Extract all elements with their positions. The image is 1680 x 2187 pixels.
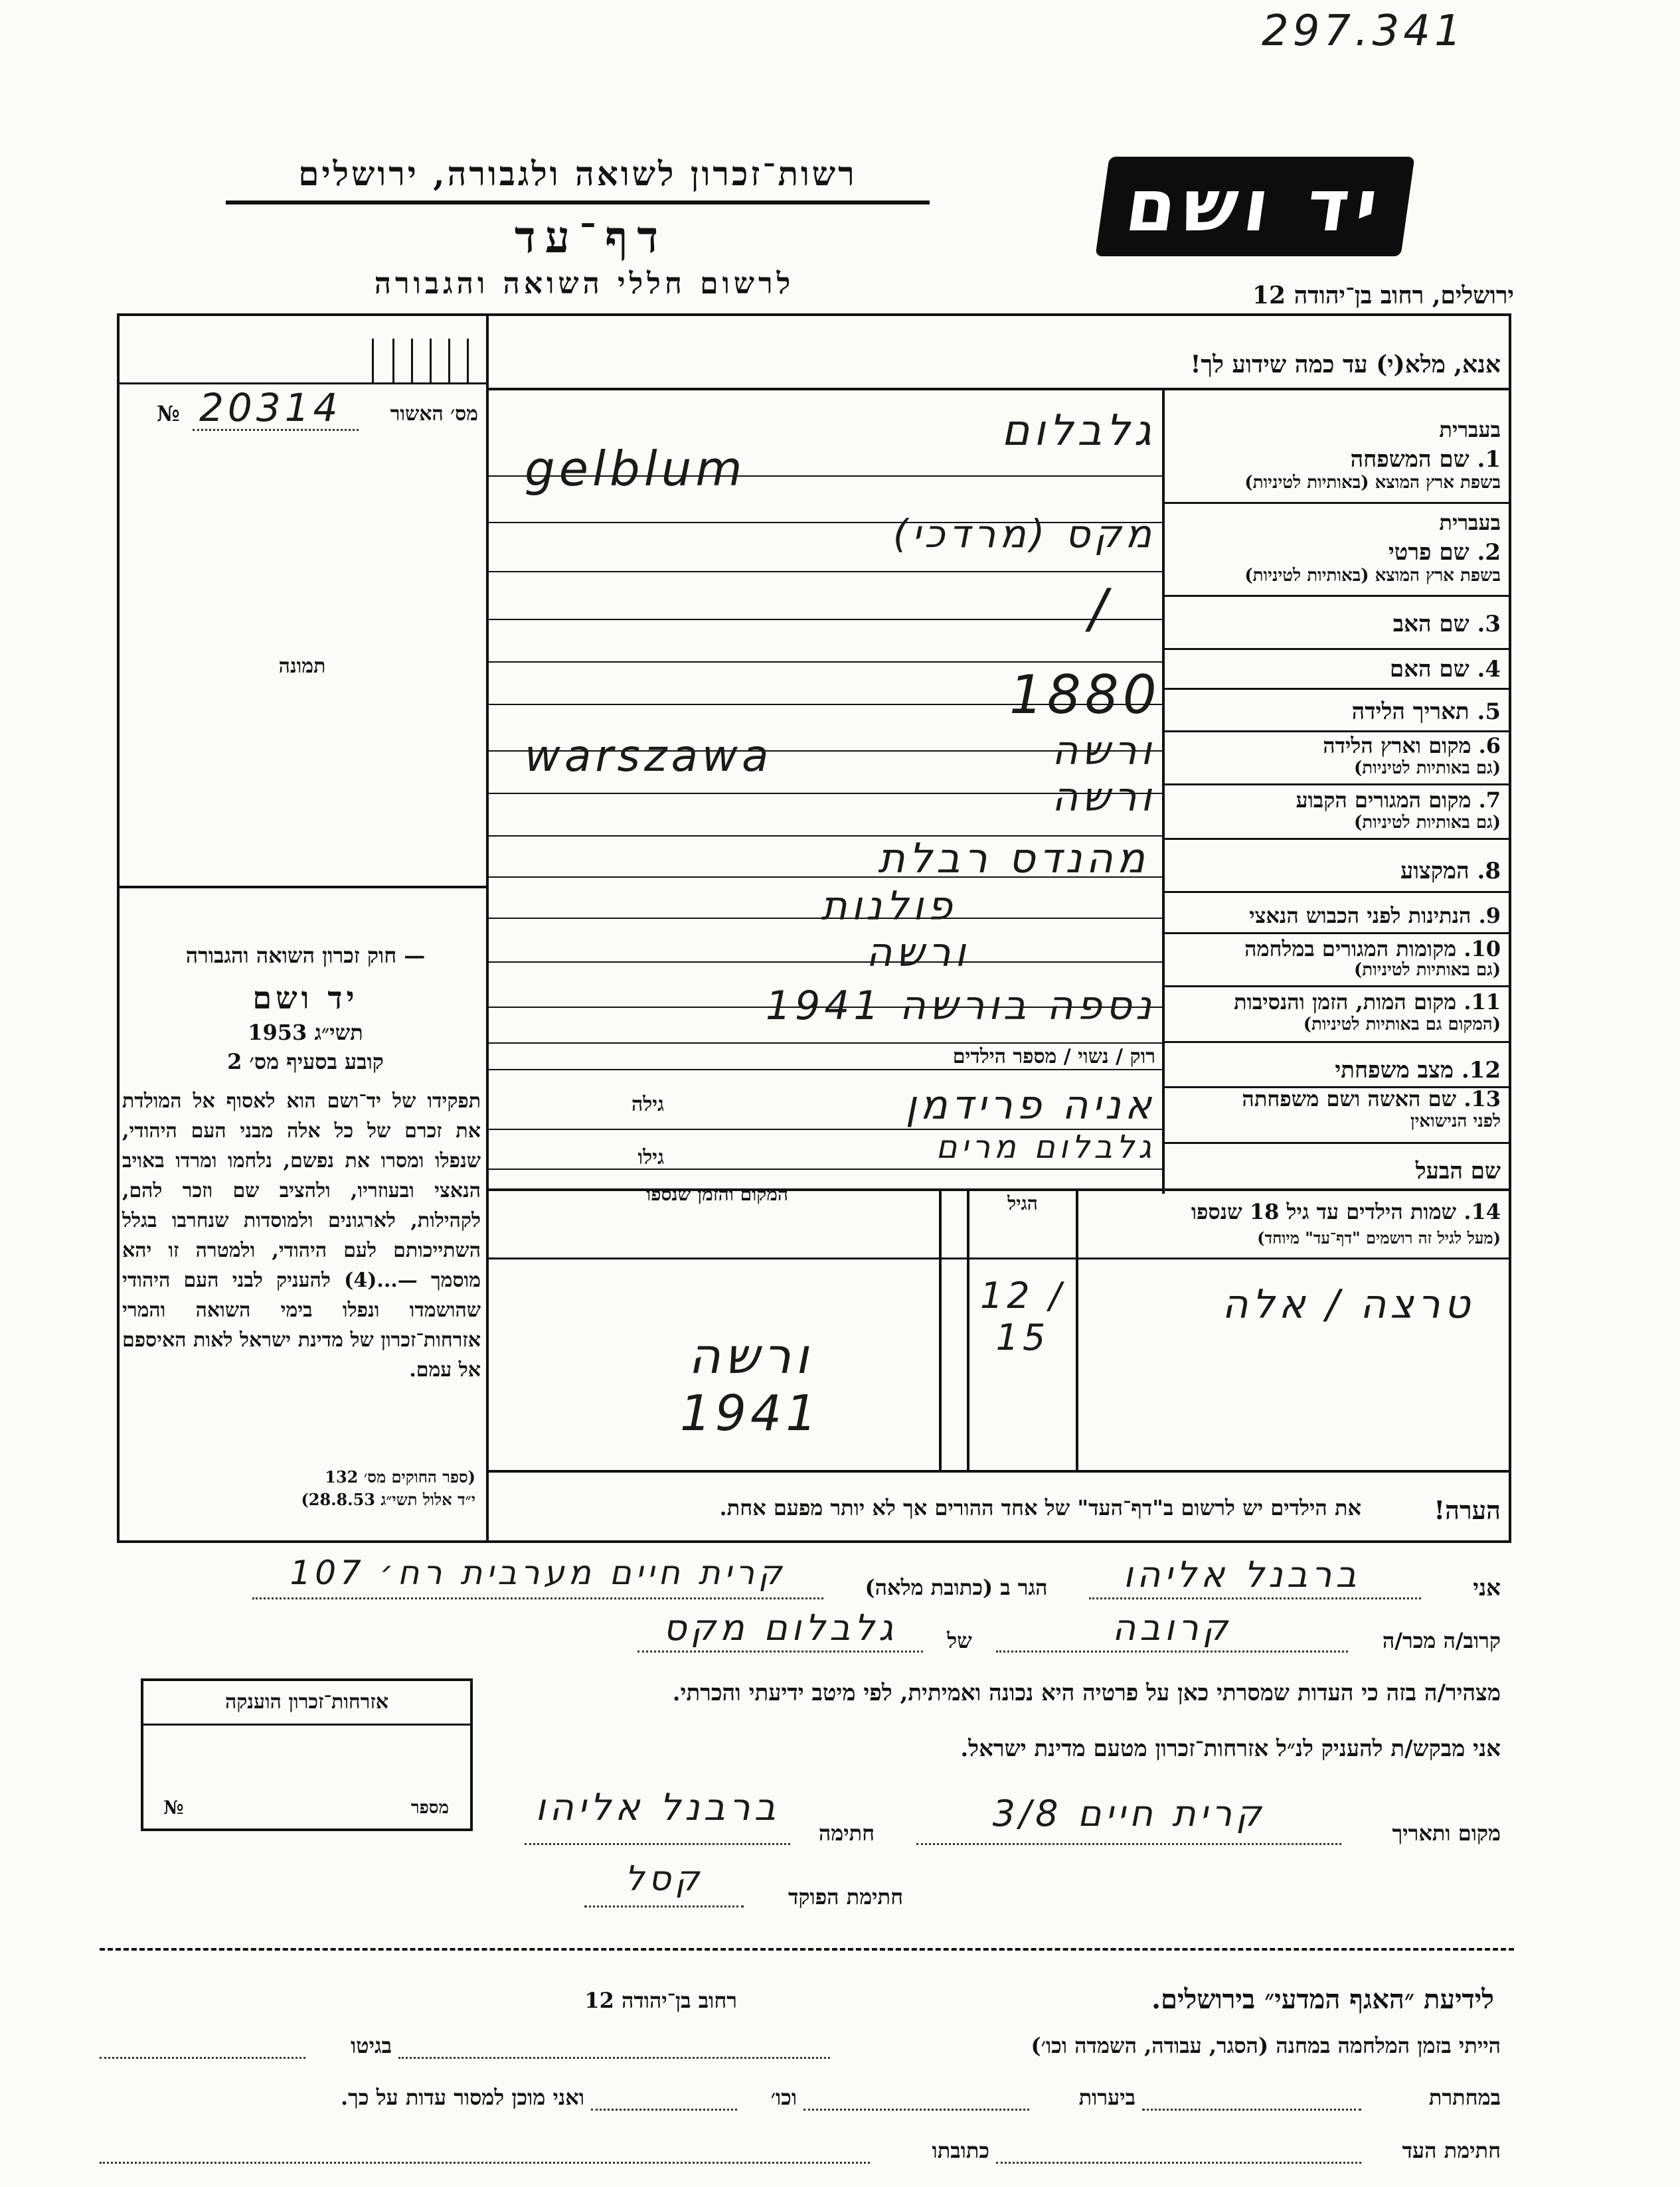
form-title: דף־עד (514, 211, 668, 263)
marital-options: רוק / נשוי / מספר הילדים (952, 1045, 1155, 1068)
witness-address-value: קרית חיים מערבית רח׳ 107 (290, 1554, 786, 1592)
children-label: 14. שמות הילדים עד גיל 18 שנספו (1191, 1199, 1501, 1224)
place-date-label: מקום ותאריך (1392, 1821, 1501, 1846)
bottom-title: לידיעת ״האגף המדעי״ בירושלים. (1151, 1984, 1494, 2015)
yad-vashem-logo (1095, 157, 1414, 256)
decl-ani-label: אני (1473, 1575, 1501, 1601)
law-org: יד ושם (252, 980, 359, 1016)
note-top-rule (487, 1470, 1511, 1473)
record-top-rule (117, 382, 487, 384)
field-wartime-residence-sub: (גם באותיות לטיניות) (1353, 960, 1501, 980)
photo-label: תמונה (278, 655, 326, 678)
field-mother-label: 4. שם האם (1389, 656, 1501, 683)
husband-value: גלבלום מרים (936, 1129, 1155, 1166)
field-firstname-sub: בשפת ארץ המוצא (באותיות לטיניות) (1244, 566, 1501, 586)
bottom-ghetto-label: בגיטו (351, 2033, 392, 2058)
residence-value: ורשה (1052, 774, 1155, 821)
wife-value: אניה פרידמן (905, 1082, 1155, 1129)
field-father-label: 3. שם האב (1392, 611, 1501, 637)
photo-bottom-rule (117, 886, 487, 888)
field-surname-sub: בשפת ארץ המוצא (באותיות לטיניות) (1244, 473, 1501, 493)
witness-name-value: ברבנל אליהו (1123, 1554, 1361, 1595)
decl-address-label: הגר ב (כתובת מלאה) (865, 1575, 1048, 1600)
field-wife-sub: לפני הנישואין (1410, 1111, 1501, 1131)
law-clause: קובע בסעיף מס׳ 2 (227, 1049, 384, 1074)
citizenship-value: פולנות (821, 883, 956, 930)
place-date-value: קרית חיים 3/8 (992, 1793, 1266, 1834)
cut-line (100, 1948, 1514, 1951)
field-firstname-label: 2. שם פרטי (1388, 539, 1501, 566)
deceased-name-value: גלבלום מקס (663, 1607, 898, 1649)
form-subtitle: לרשום חללי השואה והגבורה (374, 267, 795, 301)
field-wife-label: 13. שם האשה ושם משפחתה (1242, 1086, 1501, 1111)
bottom-forests-label: ביערות (1078, 2085, 1135, 2110)
bottom-witness-signature-label: חתימת העד (1402, 2138, 1501, 2163)
children-age-header: הגיל (1007, 1192, 1038, 1214)
bottom-camp-label: הייתי בזמן המלחמה במחנה (הסגר, עבודה, השמדה וכו׳) (1031, 2033, 1501, 2058)
logo-text: יד ושם (1120, 165, 1390, 248)
field-marital-label: 12. מצב משפחתי (1335, 1057, 1501, 1084)
field-lang-he-1: בעברית (1439, 417, 1501, 442)
law-text: תפקידו של יד־ושם הוא לאסוף אל המולדת את זכרם של כל אלה מבני העם היהודי, שנפלו ומסרו את נפשם, נלחמו ומרדו באויב הנאצי ובעוזריו, ולהציב שם וזכר להם, לקהילות, לארגונים ולמוסדות שנחרבו בגלל השתייכותם לעם היהודי, ולמטרה זו יהא מוסמך —...(4) להעניק לבני העם היהודי שהושמדו ונפלו בימי השואה והמרי אזרחות־זכרון של מדינת ישראל לאות האיספם אל עמם. (122, 1090, 481, 1382)
note-text: את הילדים יש לרשום ב"דף־העד" של אחד ההורים אך לא יותר מפעם אחת. (719, 1495, 1361, 1520)
field-husband-label: שם הבעל (1415, 1158, 1501, 1184)
officer-signature-value: קסל (624, 1859, 704, 1899)
field-birthdate-label: 5. תאריך הלידה (1351, 698, 1501, 725)
note-label: הערה! (1434, 1495, 1501, 1525)
birthplace-value: ורשה (1052, 728, 1155, 774)
children-place-header: המקום והזמן שנספו (646, 1183, 788, 1205)
surname-hebrew-value: גלבלום (1001, 406, 1155, 455)
field-citizenship-label: 9. הנתינות לפני הכבוש הנאצי (1249, 903, 1501, 928)
bottom-address: רחוב בן־יהודה 12 (584, 1988, 737, 2013)
authority-name: רשות־זכרון לשואה ולגבורה, ירושלים (298, 154, 857, 193)
citizenship-no-symbol: № (163, 1797, 184, 1819)
citizenship-box (141, 1678, 473, 1831)
children-place-value: ורשה 1941 (679, 1328, 821, 1442)
record-line (193, 429, 359, 431)
record-no-symbol: № (157, 401, 180, 426)
firstname-hebrew-value: מקס (מרדכי) (892, 511, 1155, 556)
record-tick-area (372, 339, 487, 382)
citizenship-box-title: אזרחות־זכרון הוענקה (224, 1690, 389, 1714)
fill-prompt: אנא, מלא(י) עד כמה שידוע לך! (1190, 351, 1501, 378)
decl-of-label: של (947, 1628, 972, 1653)
children-sub: (מעל לגיל זה רושמים "דף־עד" מיוחד) (1257, 1228, 1501, 1248)
decl-relation-label: קרוב/ה מכר/ה (1382, 1628, 1501, 1653)
profession-value: מהנדס רבלת (877, 834, 1149, 882)
father-value: / (1089, 578, 1111, 639)
field-surname-label: 1. שם המשפחה (1350, 446, 1501, 473)
citizenship-number-label: מספר (410, 1798, 449, 1818)
archive-number: 297.341 (1262, 7, 1466, 56)
wife-age-label: גילה (631, 1093, 664, 1116)
children-ages-value: 12 / 15 (979, 1275, 1066, 1358)
bottom-address-label: כתובתו (932, 2138, 989, 2163)
field-death-sub: (המקום גם באותיות לטיניות) (1303, 1014, 1501, 1034)
signature-label: חתימה (818, 1821, 875, 1846)
relation-value: קרובה (1112, 1607, 1232, 1649)
birthdate-value: 1880 (1009, 664, 1161, 726)
children-names-value: טרצה / אלה (1222, 1281, 1474, 1328)
field-birthplace-sub: (גם באותיות לטיניות) (1353, 758, 1501, 778)
officer-signature-label: חתימת הפוקד (788, 1884, 903, 1909)
field-residence-label: 7. מקום המגורים הקבוע (1296, 787, 1501, 813)
prompt-rule (487, 388, 1511, 390)
header-rule (226, 201, 930, 204)
decl-request: אני מבקש/ת להעניק לנ״ל אזרחות־זכרון מטעם מדינת ישראל. (960, 1736, 1501, 1762)
signature-value: ברבנל אליהו (535, 1786, 780, 1829)
bottom-testimony-text: ואני מוכן למסור עדות על כך. (340, 2085, 584, 2110)
field-birthplace-label: 6. מקום וארץ הלידה (1323, 733, 1501, 758)
field-lang-he-2: בעברית (1439, 510, 1501, 535)
bottom-underground-label: במחתרת (1428, 2085, 1501, 2110)
law-title: — חוק זכרון השואה והגבורה (185, 943, 426, 968)
birthplace-latin-value: warszawa (525, 730, 773, 781)
wartime-residence-value: ורשה (866, 930, 969, 976)
labels-divider (1162, 390, 1165, 1194)
field-death-label: 11. מקום המות, הזמן והנסיבות (1234, 989, 1501, 1014)
record-label: מס׳ האשור (390, 402, 478, 426)
record-number: 20314 (199, 385, 342, 430)
surname-latin-value: gelblum (525, 441, 746, 497)
field-residence-sub: (גם באותיות לטיניות) (1353, 813, 1501, 833)
bottom-etc-label: וכו׳ (770, 2085, 797, 2110)
death-value: נספה בורשה 1941 (765, 983, 1155, 1029)
header-address: ירושלים, רחוב בן־יהודה 12 (1252, 282, 1514, 309)
field-profession-label: 8. המקצוע (1400, 858, 1501, 884)
left-panel-divider (486, 313, 489, 1543)
husband-age-label: גילו (637, 1146, 664, 1169)
law-ref-2: י״ד אלול תשי״ג 28.8.53) (301, 1490, 475, 1509)
decl-statement: מצהיר/ה בזה כי העדות שמסרתי כאן על פרטיה היא נכונה ואמיתית, לפי מיטב ידיעתי והכרתי. (672, 1680, 1501, 1706)
law-year: תשי״ג 1953 (248, 1020, 363, 1045)
field-wartime-residence-label: 10. מקומות המגורים במלחמה (1244, 936, 1501, 961)
law-ref-1: (ספר החוקים מס׳ 132 (325, 1467, 475, 1487)
